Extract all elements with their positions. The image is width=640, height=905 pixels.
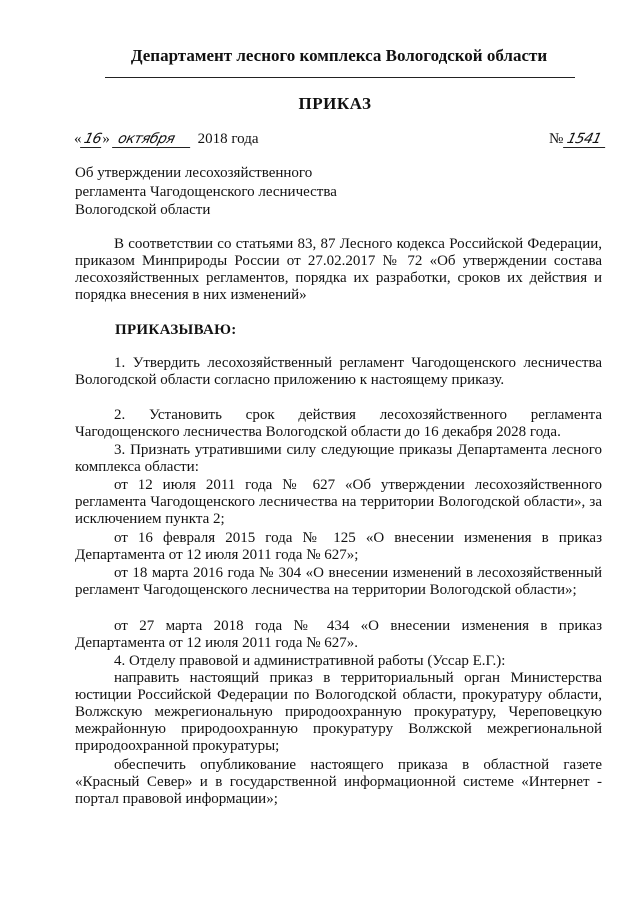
paragraph-1: 1. Утвердить лесохозяйственный регламент Чагодощенского лесничества Вологодской области согласно приложению к настоящему приказу. [75,355,602,388]
date-open-quote: « [74,131,82,147]
paragraph-2: 2. Установить срок действия лесохозяйственного регламента Чагодощенского лесничества Вологодской области до 16 декабря 2028 года. [75,407,602,440]
document-number [549,131,607,148]
number-handwritten: 1541 [563,132,609,148]
paragraph-4-item-1: направить настоящий приказ в территориальный орган Министерства юстиции Российской Федерации по Вологодской области, прокуратуру области, Волжскую межрегиональную природоохранную прокуратуру, Череповецкую межрайонную природоохранную прокуратуру Волжской межрегиональной природоохранной прокуратуры; [75,670,602,754]
number-prefix: № [549,131,564,147]
paragraph-3-item-4: от 27 марта 2018 года № 434 «О внесении изменения в приказ Департамента от 12 июля 2011 года № 627». [75,618,602,651]
paragraph-4: 4. Отделу правовой и административной работы (Уссар Е.Г.): [114,653,506,669]
header-rule [105,77,575,78]
document-subject: Об утверждении лесохозяйственного регламента Чагодощенского лесничества Вологодской области [75,165,337,218]
document-title: ПРИКАЗ [298,94,372,113]
paragraph-3-item-2: от 16 февраля 2015 года № 125 «О внесении изменения в приказ Департамента от 12 июля 2011 года № 627»; [75,530,602,563]
order-word: ПРИКАЗЫВАЮ: [115,322,237,338]
department-name: Департамент лесного комплекса Вологодской области [130,46,548,65]
paragraph-4-item-2: обеспечить опубликование настоящего приказа в областной газете «Красный Север» и в государственной информационной системе «Интернет - портал правовой информации»; [75,757,602,807]
date-month-handwritten: октября [112,132,194,148]
paragraph-3-item-3: от 18 марта 2016 года № 304 «О внесении изменений в лесохозяйственный регламент Чагодощенского лесничества на территории Вологодской области»; [75,565,602,598]
paragraph-3: 3. Признать утратившими силу следующие приказы Департамента лесного комплекса области: [75,442,602,475]
date-year: 2018 года [197,131,259,147]
paragraph-3-item-1: от 12 июля 2011 года № 627 «Об утверждении лесохозяйственного регламента Чагодощенского лесничества на территории Вологодской области», за исключением пункта 2; [75,477,602,527]
date-day-handwritten: 16 [80,132,105,148]
date-close-quote: » [102,131,110,147]
document-date [74,131,259,148]
preamble: В соответствии со статьями 83, 87 Лесного кодекса Российской Федерации, приказом Минприроды России от 27.02.2017 № 72 «Об утверждении состава лесохозяйственных регламентов, порядка их разработки, сроков их действия и порядка внесения в них изменений» [75,236,602,303]
